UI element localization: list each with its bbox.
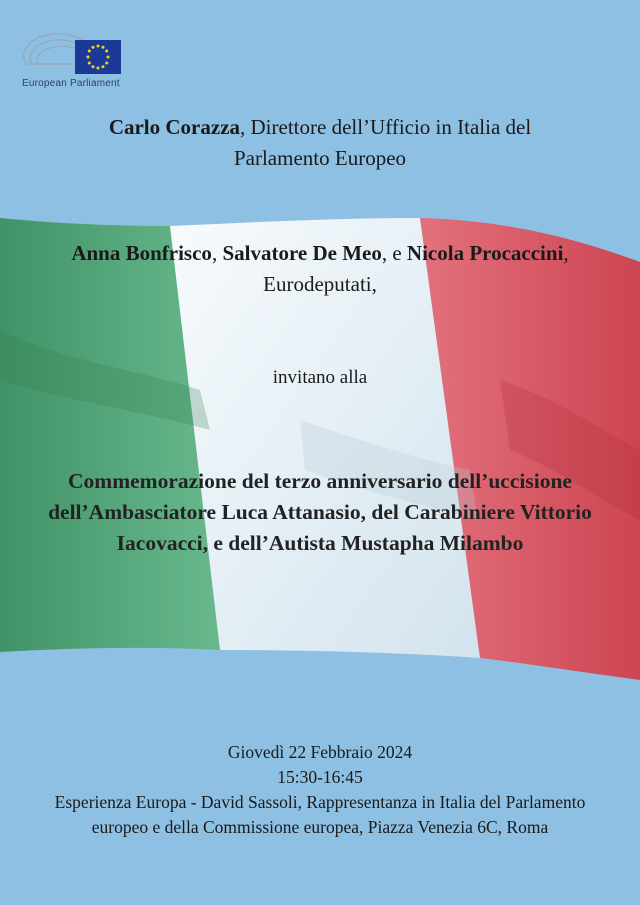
host-name: Carlo Corazza	[108, 115, 241, 139]
meps-names: Anna Bonfrisco, Salvatore De Meo, e Nicola Procaccini,	[71, 241, 569, 265]
meps-title: Eurodeputati,	[263, 272, 377, 296]
event-date: Giovedì 22 Febbraio 2024	[227, 742, 413, 762]
invite-text: invitano alla	[272, 367, 368, 388]
event-title-line: Commemorazione del terzo anniversario dell’uccisione	[68, 469, 572, 493]
event-title-line: Iacovacci, e dell’Autista Mustapha Milambo	[116, 531, 524, 555]
mep-name: Anna Bonfrisco	[71, 241, 212, 265]
host-line-1	[0, 112, 640, 143]
logo-org-name: European Parliament	[22, 78, 120, 89]
host-block	[0, 112, 640, 174]
event-time: 15:30-16:45	[277, 767, 363, 787]
meps-block	[0, 238, 640, 300]
event-venue: Esperienza Europa - David Sassoli, Rappresentanza in Italia del Parlamento	[54, 792, 586, 812]
host-role: , Direttore dell’Ufficio in Italia del	[240, 115, 532, 139]
event-venue: europeo e della Commissione europea, Piazza Venezia 6C, Roma	[91, 817, 549, 837]
event-title-line: dell’Ambasciatore Luca Attanasio, del Carabiniere Vittorio	[48, 500, 592, 524]
event-title	[0, 466, 640, 559]
host-line-2: Parlamento Europeo	[233, 146, 407, 170]
event-details	[0, 740, 640, 840]
mep-name: Nicola Procaccini	[406, 241, 564, 265]
mep-name: Salvatore De Meo	[222, 241, 382, 265]
